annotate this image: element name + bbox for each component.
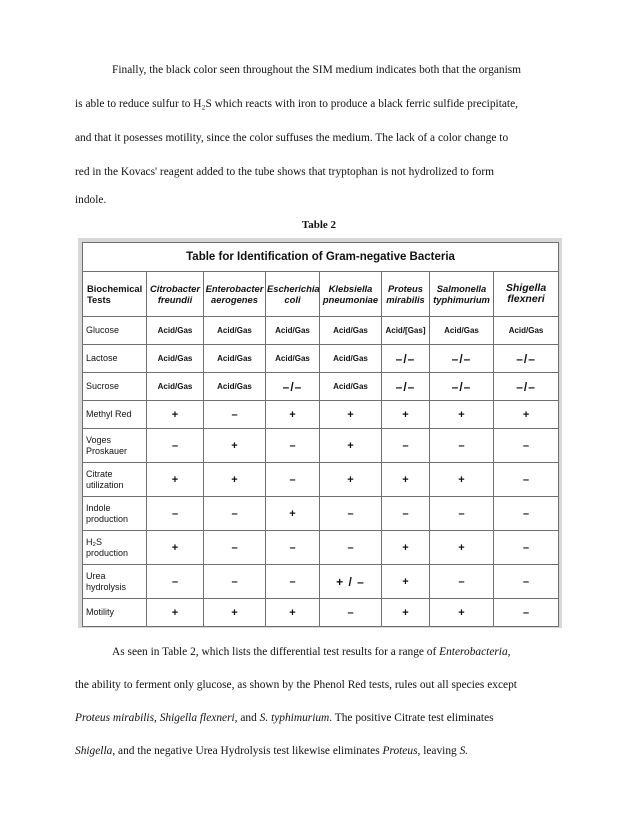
result-cell: +: [266, 599, 320, 627]
result-cell: +: [382, 599, 430, 627]
column-header-species: Klebsiella pneumoniae: [320, 272, 382, 317]
result-cell: +: [430, 401, 494, 429]
table-row: [83, 463, 559, 497]
result-cell: –: [266, 429, 320, 463]
text-line: As seen in Table 2, which lists the differential test results for a range of Enterobacteria,: [112, 646, 511, 658]
result-cell: +: [320, 463, 382, 497]
result-cell: –: [204, 565, 266, 599]
table-body: [83, 317, 559, 627]
column-header-species: Proteus mirabilis: [382, 272, 430, 317]
column-header-species: Salmonella typhimurium: [430, 272, 494, 317]
result-cell: +: [430, 531, 494, 565]
table-row: [83, 497, 559, 531]
test-name-cell: Sucrose: [83, 373, 147, 401]
result-cell: –/–: [494, 345, 559, 373]
result-cell: Acid/Gas: [204, 345, 266, 373]
column-header-species: Enterobacter aerogenes: [204, 272, 266, 317]
test-name-cell: Lactose: [83, 345, 147, 373]
result-cell: –: [204, 531, 266, 565]
table-image: [78, 238, 562, 628]
test-name-cell: Urea hydrolysis: [83, 565, 147, 599]
result-cell: +: [266, 497, 320, 531]
result-cell: –/–: [382, 345, 430, 373]
text-line: indole.: [75, 194, 107, 206]
result-cell: +: [204, 599, 266, 627]
result-cell: –: [320, 497, 382, 531]
result-cell: –: [266, 565, 320, 599]
table-caption: Table 2: [301, 219, 337, 231]
column-header-species: Escherichia coli: [266, 272, 320, 317]
table-row: [83, 401, 559, 429]
result-cell: +: [147, 599, 204, 627]
result-cell: Acid/Gas: [320, 373, 382, 401]
table-title: Table for Identification of Gram-negative Bacteria: [83, 243, 559, 272]
result-cell: –: [494, 599, 559, 627]
result-cell: –: [204, 497, 266, 531]
table-row: [83, 599, 559, 627]
text-line: Proteus mirabilis, Shigella flexneri, and S. typhimurium. The positive Citrate test eliminates: [75, 712, 494, 724]
result-cell: Acid/Gas: [494, 317, 559, 345]
result-cell: –: [204, 401, 266, 429]
result-cell: –: [382, 429, 430, 463]
text-line: is able to reduce sulfur to H₂S which reacts with iron to produce a black ferric sulfide precipitate,: [75, 98, 518, 110]
table-row: [83, 317, 559, 345]
result-cell: –: [320, 599, 382, 627]
column-header-tests: Biochemical Tests: [83, 272, 147, 317]
result-cell: –: [382, 497, 430, 531]
test-name-cell: Voges Proskauer: [83, 429, 147, 463]
table-row: [83, 429, 559, 463]
table-header-row: [83, 272, 559, 317]
test-name-cell: Glucose: [83, 317, 147, 345]
result-cell: –/–: [430, 373, 494, 401]
text-italic: Enterobacteria: [439, 646, 508, 658]
test-name-cell: Indole production: [83, 497, 147, 531]
text-line: red in the Kovacs' reagent added to the tube shows that tryptophan is not hydrolized to form: [75, 166, 494, 178]
test-name-cell: Methyl Red: [83, 401, 147, 429]
test-name-cell: Motility: [83, 599, 147, 627]
result-cell: Acid/Gas: [147, 373, 204, 401]
result-cell: +: [147, 463, 204, 497]
result-cell: Acid/Gas: [430, 317, 494, 345]
result-cell: +: [430, 463, 494, 497]
column-header-species: Shigella flexneri: [494, 272, 559, 317]
result-cell: –/–: [494, 373, 559, 401]
result-cell: +: [494, 401, 559, 429]
text-line: the ability to ferment only glucose, as shown by the Phenol Red tests, rules out all species except: [75, 679, 517, 691]
column-header-species: Citrobacter freundii: [147, 272, 204, 317]
result-cell: +: [204, 463, 266, 497]
result-cell: Acid/Gas: [204, 373, 266, 401]
result-cell: +: [204, 429, 266, 463]
identification-table: [82, 242, 559, 627]
result-cell: –: [494, 565, 559, 599]
test-name-cell: H₂S production: [83, 531, 147, 565]
text-line: Finally, the black color seen throughout the SIM medium indicates both that the organism: [112, 64, 522, 76]
result-cell: Acid/Gas: [266, 345, 320, 373]
result-cell: +: [266, 401, 320, 429]
table-row: [83, 565, 559, 599]
result-cell: –: [494, 429, 559, 463]
result-cell: Acid/Gas: [320, 317, 382, 345]
result-cell: +: [320, 429, 382, 463]
result-cell: –: [266, 463, 320, 497]
result-cell: +: [147, 401, 204, 429]
result-cell: +: [430, 599, 494, 627]
result-cell: –: [494, 463, 559, 497]
result-cell: Acid/Gas: [147, 345, 204, 373]
text-segment: As seen in Table 2, which lists the differential test results for a range of: [112, 646, 440, 658]
result-cell: –: [320, 531, 382, 565]
result-cell: + / –: [320, 565, 382, 599]
result-cell: +: [147, 531, 204, 565]
result-cell: +: [382, 401, 430, 429]
result-cell: –: [494, 497, 559, 531]
result-cell: Acid/Gas: [204, 317, 266, 345]
result-cell: –/–: [382, 373, 430, 401]
result-cell: –: [147, 565, 204, 599]
result-cell: +: [382, 565, 430, 599]
result-cell: +: [382, 463, 430, 497]
result-cell: Acid/Gas: [266, 317, 320, 345]
result-cell: –: [266, 531, 320, 565]
result-cell: –: [430, 497, 494, 531]
result-cell: –: [147, 497, 204, 531]
result-cell: –: [494, 531, 559, 565]
result-cell: +: [320, 401, 382, 429]
result-cell: –: [147, 429, 204, 463]
table-row: [83, 345, 559, 373]
table-row: [83, 373, 559, 401]
test-name-cell: Citrate utilization: [83, 463, 147, 497]
result-cell: –: [430, 429, 494, 463]
result-cell: +: [382, 531, 430, 565]
result-cell: –/–: [266, 373, 320, 401]
result-cell: Acid/Gas: [147, 317, 204, 345]
result-cell: –/–: [430, 345, 494, 373]
result-cell: –: [430, 565, 494, 599]
text-line: Shigella, and the negative Urea Hydrolysis test likewise eliminates Proteus, leaving S.: [75, 745, 469, 757]
text-line: and that it posesses motility, since the color suffuses the medium. The lack of a color change to: [75, 132, 509, 144]
table-row: [83, 531, 559, 565]
result-cell: Acid/Gas: [320, 345, 382, 373]
result-cell: Acid/[Gas]: [382, 317, 430, 345]
